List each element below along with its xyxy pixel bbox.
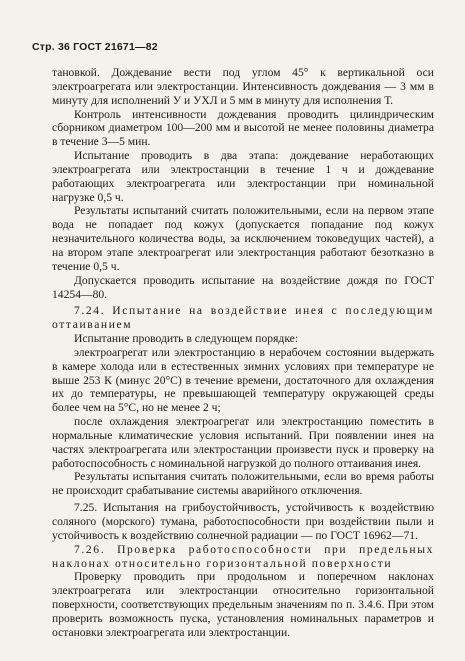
paragraph-tilt-check: Проверку проводить при продольном и поперечном наклонах электроагрегата или электростанции относительно горизонтальной поверхности, соответствующих предельным значениям по п. 3.4.6. При этом проверить возможность пуска, установления номинальных параметров и остановки электроагрегата или электростанции. — [52, 570, 434, 639]
paragraph-frost-results: Результаты испытания считать положительными, если во время работы не происходит срабатывание системы аварийного отключения. — [52, 470, 434, 498]
page-header: Стр. 36 ГОСТ 21671—82 — [32, 41, 158, 53]
paragraph-frost-order: Испытание проводить в следующем порядке: — [74, 332, 299, 346]
section-heading-7-26: 7.26. Проверка работоспособности при предельных наклонах относительно горизонтальной поверхности — [52, 542, 434, 570]
paragraph-rain-control: Контроль интенсивности дождевания проводить цилиндрическим сборником диаметром 100—200 мм и высотой не менее половины диаметра в течение 3—5 мин. — [52, 107, 434, 149]
document-body — [52, 66, 434, 640]
paragraph-rain-results: Результаты испытаний считать положительными, если на первом этапе вода не попадает под кожух (допускается попадание под кожух незначительного количества воды, за исключением токоведущих частей), а на втором этапе электроагрегат или электростанция работают безотказно в течение 0,5 ч. — [52, 204, 434, 273]
paragraph-rain-angle: тановкой. Дождевание вести под углом 45° к вертикальной оси электроагрегата или электростанции. Интенсивность дождевания — 3 мм в минуту для исполнений У и УХЛ и 5 мм в минуту для исполнения Т. — [52, 66, 434, 107]
paragraph-gost-reference: Допускается проводить испытание на воздействие дождя по ГОСТ 14254—80. — [52, 273, 434, 301]
section-7-25: 7.25. Испытания на грибоустойчивость, устойчивость к воздействию соляного (морского) тумана, работоспособности при воздействии пыли и устойчивость к воздействию солнечной радиации — по ГОСТ 16962—71. — [52, 501, 434, 542]
section-heading-7-24: 7.24. Испытание на воздействие инея с последующим оттаиванием — [52, 304, 434, 332]
paragraph-frost-thawing: после охлаждения электроагрегат или электростанцию поместить в нормальные климатические условия испытаний. При появлении инея на частях электроагрегата или электростанции произвести пуск и проверку на работоспособность с номинальной нагрузкой до полного оттаивания инея. — [52, 415, 434, 470]
paragraph-frost-cooling: электроагрегат или электростанцию в нерабочем состоянии выдержать в камере холода или в естественных зимних условиях при температуре не выше 253 К (минус 20°С) в течение времени, достаточного для охлаждения их до температуры, не превышающей температуру окружающей среды более чем на 5°С, но не менее 2 ч; — [52, 345, 434, 415]
paragraph-test-stages: Испытание проводить в два этапа: дождевание неработающих электроагрегата или электростанции в течение 1 ч и дождевание работающих электроагрегата или электростанции при номинальной нагрузке 0,5 ч. — [52, 149, 434, 204]
